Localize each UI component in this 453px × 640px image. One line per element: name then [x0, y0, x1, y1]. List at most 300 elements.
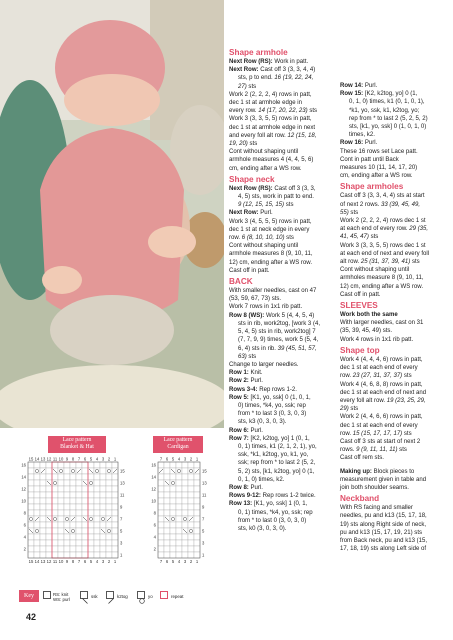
chart-cell — [82, 510, 88, 516]
instruction-line — [229, 148, 337, 156]
chart-cell — [40, 474, 46, 480]
chart-cell — [76, 486, 82, 492]
chart-cell — [58, 540, 64, 546]
instruction-line — [229, 295, 337, 303]
chart1-title-line2: Blanket & Hat — [60, 444, 94, 450]
instruction-line — [229, 58, 337, 66]
instruction-text: every foll alt row. — [340, 397, 387, 404]
row-number-right: 7 — [120, 516, 123, 522]
chart-cell — [52, 534, 58, 540]
instruction-text: *k1, yo, ssk, k1, k2tog, yo; — [349, 107, 420, 114]
instruction-text: armhole measures 8 (9, 10, 11, — [229, 251, 313, 258]
instruction-text: Work 5 (4, 4, 5, 4) — [265, 312, 315, 319]
chart-cell — [58, 510, 64, 516]
column-number-bottom: 13 — [40, 559, 46, 564]
instruction-line — [340, 201, 450, 209]
chart-cell — [40, 510, 46, 516]
instruction-text: 12 (15, 18, — [287, 132, 317, 139]
chart-cell — [34, 504, 40, 510]
chart-cell — [182, 516, 188, 522]
chart-cell — [28, 546, 34, 552]
row-number-left: 8 — [153, 510, 156, 516]
chart-cell — [158, 510, 164, 516]
chart-cell — [58, 504, 64, 510]
instruction-text: [K1, yo, ssk] 0 (1, 0, 1, — [250, 394, 311, 401]
instruction-line — [340, 274, 450, 282]
chart-cell — [58, 552, 64, 558]
chart-cell — [106, 522, 112, 528]
chart-cell — [46, 486, 52, 492]
instruction-text: alt row. — [340, 259, 361, 266]
chart-cell — [182, 498, 188, 504]
instruction-text: 33 (39, 45, 49, — [381, 201, 421, 208]
chart-cell — [94, 540, 100, 546]
chart-cell — [40, 498, 46, 504]
instruction-line — [229, 132, 337, 140]
chart-cell — [106, 510, 112, 516]
chart-cell — [88, 534, 94, 540]
chart-cell — [76, 510, 82, 516]
chart-cell — [76, 522, 82, 528]
row-number-right: 3 — [120, 540, 123, 546]
instruction-text: from * to last 0 (3, 0, 3, 0) — [238, 517, 307, 524]
chart-cell — [88, 528, 94, 534]
chart-cell — [100, 516, 106, 522]
chart-cell — [28, 486, 34, 492]
instruction-text: 0, 1, 0) times, k1 (0, 1, 0, 1), — [349, 99, 425, 106]
key-repeat: repeat — [171, 594, 184, 599]
instruction-text: Row 2: — [229, 378, 251, 385]
instruction-text: Work 4 (4, 4, 4, 6) rows in patt, — [340, 356, 423, 363]
chart-cell — [188, 546, 194, 552]
column-number-bottom: 2 — [107, 559, 111, 564]
instruction-line — [229, 336, 337, 344]
instruction-line — [340, 537, 450, 545]
instruction-line — [340, 504, 450, 512]
chart-cell — [34, 468, 40, 474]
instruction-text: rows. — [340, 447, 357, 454]
instruction-line — [229, 250, 337, 258]
instruction-line — [340, 405, 450, 413]
chart-cell — [106, 504, 112, 510]
chart-cell — [28, 510, 34, 516]
column-number-top: 2 — [107, 456, 111, 462]
chart-cell — [28, 522, 34, 528]
row-number-left: 6 — [23, 522, 26, 528]
instruction-text: Work 3 (3, 3, 5, 5) rows in patt, — [229, 116, 312, 123]
chart-cell — [112, 534, 118, 540]
instruction-text: 29 (35, — [409, 226, 429, 233]
chart-cell — [70, 546, 76, 552]
instruction-text: dec 1 st at neck edge in every — [229, 226, 310, 233]
instruction-line — [340, 233, 450, 241]
chart-cell — [88, 510, 94, 516]
chart-cell — [58, 516, 64, 522]
chart-cell — [188, 474, 194, 480]
chart-cell — [52, 498, 58, 504]
instruction-text: every row. — [229, 108, 259, 115]
chart-cell — [158, 528, 164, 534]
chart-cell — [112, 516, 118, 522]
chart-cell — [34, 474, 40, 480]
chart-cell — [28, 504, 34, 510]
instruction-text: Work 4 (4, 6, 8, 8) rows in patt, — [340, 381, 423, 388]
chart-cell — [194, 480, 200, 486]
instruction-text: Row 5: — [229, 394, 251, 401]
instruction-line — [340, 438, 450, 446]
chart-cell — [88, 540, 94, 546]
chart-cell — [100, 534, 106, 540]
instruction-text: Row 15: — [340, 91, 365, 98]
column-number-top: 9 — [65, 456, 69, 462]
instruction-text: dec 1 st at each end of every — [340, 422, 418, 429]
chart-cell — [182, 510, 188, 516]
chart-cell — [34, 546, 40, 552]
chart-cell — [52, 540, 58, 546]
chart-cell — [58, 528, 64, 534]
instruction-line — [340, 372, 450, 380]
chart-cell — [94, 462, 100, 468]
chart-cell — [188, 510, 194, 516]
instruction-line — [229, 394, 337, 402]
instruction-line — [340, 413, 450, 421]
instruction-text: 5, 4, 5) sts in rib, work2tog] 7 — [238, 329, 316, 336]
instruction-line — [340, 381, 450, 389]
instruction-text: sts — [348, 406, 359, 413]
chart-cell — [188, 492, 194, 498]
chart-cell — [88, 546, 94, 552]
instructions-column-2 — [340, 82, 450, 553]
instruction-line — [229, 353, 337, 361]
chart-cell — [106, 486, 112, 492]
chart-cell — [34, 492, 40, 498]
column-number-bottom: 4 — [177, 559, 181, 564]
chart-cell — [76, 552, 82, 558]
chart-cell — [76, 528, 82, 534]
chart-cell — [94, 522, 100, 528]
instruction-line — [229, 140, 337, 148]
chart-cell — [46, 492, 52, 498]
chart-cell — [46, 540, 52, 546]
chart-cell — [176, 540, 182, 546]
chart-cell — [176, 504, 182, 510]
chart-cell — [58, 498, 64, 504]
chart-cell — [164, 504, 170, 510]
instruction-text: Row 14: — [340, 83, 365, 89]
chart-cell — [176, 552, 182, 558]
chart-cell — [52, 546, 58, 552]
instruction-text: 17, 18, 19) sts along Left side of — [340, 546, 427, 553]
chart-cell — [194, 510, 200, 516]
instruction-text: Row 1: — [229, 370, 251, 377]
instruction-text: Work 7 rows in 1x1 rib patt. — [229, 304, 303, 311]
chart-cell — [194, 486, 200, 492]
instruction-line — [229, 218, 337, 226]
row-number-right: 15 — [120, 468, 125, 474]
instruction-text: Making up: — [340, 468, 374, 475]
column-number-bottom: 10 — [58, 559, 64, 564]
chart-cell — [176, 546, 182, 552]
instruction-text: Work 2 (4, 4, 6, 6) rows in patt, — [340, 414, 423, 421]
chart-cell — [82, 540, 88, 546]
chart-cell — [40, 534, 46, 540]
chart-cell — [188, 462, 194, 468]
chart-cell — [52, 516, 58, 522]
instruction-line — [229, 74, 337, 82]
row-number-left: 2 — [153, 546, 156, 552]
chart-cell — [28, 462, 34, 468]
instruction-line — [340, 319, 450, 327]
chart-cell — [100, 510, 106, 516]
row-number-left: 8 — [23, 510, 26, 516]
section-heading: BACK — [229, 277, 253, 287]
instruction-text: Work 2 (2, 2, 2, 4) rows dec 1 st — [340, 218, 426, 225]
instruction-text: Next Row (RS): — [229, 185, 275, 192]
chart-cell — [112, 504, 118, 510]
column-number-bottom: 7 — [77, 559, 81, 564]
column-number-bottom: 6 — [83, 559, 87, 564]
instruction-text: Purl. — [250, 484, 263, 491]
chart-cell — [70, 510, 76, 516]
chart-cell — [106, 462, 112, 468]
instruction-text: dec 1 st at armhole edge in next — [229, 124, 316, 131]
repeat-symbol — [160, 591, 168, 599]
instruction-line — [229, 525, 337, 533]
instruction-line — [340, 364, 450, 372]
chart-cell — [94, 504, 100, 510]
instruction-text: measures 10 (11, 14, 17, 20) — [340, 165, 418, 172]
instruction-text: Cast off 3 sts at start of next 2 — [340, 438, 421, 445]
chart-cell — [176, 492, 182, 498]
instruction-line — [340, 148, 450, 156]
instruction-text: sts — [402, 373, 412, 380]
instruction-text: 27) — [238, 83, 249, 90]
row-number-right: 9 — [202, 504, 205, 510]
column-number-top: 1 — [113, 456, 117, 462]
chart-cell — [194, 492, 200, 498]
instruction-text: 41, 45, 47) — [340, 234, 369, 241]
chart-cell — [58, 468, 64, 474]
instruction-line — [340, 422, 450, 430]
chart-cell — [164, 498, 170, 504]
key-k2tog: k2tog — [117, 594, 128, 599]
chart-cell — [112, 546, 118, 552]
chart-cell — [82, 468, 88, 474]
column-number-bottom: 14 — [34, 559, 40, 564]
k2tog-symbol — [106, 591, 114, 599]
column-number-top: 15 — [28, 456, 34, 462]
instruction-line — [340, 164, 450, 172]
instruction-text: Row 16: — [340, 140, 365, 147]
chart-cell — [94, 492, 100, 498]
chart-cell — [70, 540, 76, 546]
instruction-text: ssk, *k1, k2tog, yo, k1, yo, — [238, 452, 309, 459]
chart-cell — [34, 480, 40, 486]
chart-cell — [94, 474, 100, 480]
chart-cell — [40, 462, 46, 468]
row-number-right: 13 — [202, 480, 207, 486]
chart-cell — [64, 486, 70, 492]
chart-cell — [76, 540, 82, 546]
column-number-top: 7 — [159, 456, 163, 462]
chart-cell — [94, 510, 100, 516]
instruction-text: sts, [k1, yo, ssk] 0 (1, 0, 1, 0) — [349, 124, 427, 131]
instruction-text: 15 (15, 17, 17, 17) — [352, 430, 403, 437]
column-number-top: 2 — [189, 456, 193, 462]
chart-cell — [176, 498, 182, 504]
instruction-text: 14 (17, 20, 22, 23) — [258, 108, 308, 115]
chart2-title — [153, 436, 203, 453]
chart-cell — [100, 498, 106, 504]
chart-cell — [94, 480, 100, 486]
row-number-left: 10 — [21, 498, 26, 504]
chart-cell — [112, 522, 118, 528]
instruction-line — [229, 476, 337, 484]
instruction-line — [229, 107, 337, 115]
chart-cell — [170, 510, 176, 516]
chart-cell — [76, 492, 82, 498]
instruction-text: cm, ending after a WS row. — [340, 173, 413, 180]
chart-cell — [170, 462, 176, 468]
row-number-left: 16 — [151, 462, 156, 468]
instruction-line — [340, 291, 450, 299]
instruction-line — [229, 115, 337, 123]
chart-cell — [194, 540, 200, 546]
instruction-line — [340, 521, 450, 529]
chart-cell — [94, 552, 100, 558]
instruction-text: 39 (45, 51, 57, — [277, 345, 317, 352]
instruction-line — [340, 172, 450, 180]
instruction-text: [K2, k2tog, yo] 0 (1, — [364, 91, 418, 98]
chart-cell — [40, 516, 46, 522]
chart-cell — [182, 486, 188, 492]
instruction-text: Cast off rem sts. — [340, 455, 384, 462]
chart-cell — [34, 534, 40, 540]
column-number-top: 3 — [101, 456, 105, 462]
chart-cell — [158, 474, 164, 480]
chart-cell — [100, 480, 106, 486]
instruction-line — [229, 156, 337, 164]
instruction-text: Purl. — [250, 427, 263, 434]
instruction-text: 23 (27, 31, 37, 37) — [352, 373, 403, 380]
chart-cell — [182, 474, 188, 480]
chart-cell — [188, 534, 194, 540]
chart-cell — [112, 480, 118, 486]
column-number-bottom: 3 — [183, 559, 187, 564]
chart-cell — [170, 552, 176, 558]
instruction-line — [229, 451, 337, 459]
chart-cell — [100, 486, 106, 492]
instruction-line — [340, 512, 450, 520]
chart-cell — [40, 546, 46, 552]
instruction-text: measurement given in table and — [340, 476, 427, 483]
instruction-line — [229, 402, 337, 410]
instruction-text: 12) cm, ending after a WS row. — [229, 259, 313, 266]
chart-cell — [70, 492, 76, 498]
chart-cell — [164, 492, 170, 498]
chart-cell — [64, 492, 70, 498]
instruction-line — [229, 201, 337, 209]
instruction-text: Rep rows 1-2. — [259, 386, 297, 393]
chart-cell — [164, 468, 170, 474]
row-number-left: 6 — [153, 522, 156, 528]
instruction-line — [229, 369, 337, 377]
column-number-bottom: 6 — [165, 559, 169, 564]
chart-cell — [194, 462, 200, 468]
chart-cell — [58, 492, 64, 498]
chart-cell — [82, 552, 88, 558]
chart-cell — [88, 486, 94, 492]
instruction-text: cm, ending after a WS row. — [229, 165, 302, 172]
instruction-line — [229, 361, 337, 369]
baby-photo — [0, 0, 224, 428]
row-number-right: 11 — [120, 492, 125, 498]
chart-cell — [64, 522, 70, 528]
instruction-text: 12) cm, ending after a WS row. — [340, 283, 424, 290]
chart-cell — [46, 528, 52, 534]
instruction-text: Cast off in patt. — [229, 267, 270, 274]
chart-cell — [34, 486, 40, 492]
instruction-text: armhole measures 4 (4, 4, 5, 6) — [229, 157, 314, 164]
chart-cell — [34, 498, 40, 504]
chart-cell — [64, 504, 70, 510]
chart-cell — [82, 546, 88, 552]
chart-cell — [100, 462, 106, 468]
instruction-text: Cast off 3 (3, 3, — [274, 185, 316, 192]
instruction-line — [340, 217, 450, 225]
instruction-line — [229, 345, 337, 353]
chart-cell — [64, 540, 70, 546]
instruction-text: dec 1 st at each end of next and — [340, 389, 427, 396]
chart-cell — [188, 498, 194, 504]
chart-cell — [40, 504, 46, 510]
column-number-bottom: 7 — [159, 559, 163, 564]
chart-cell — [70, 504, 76, 510]
chart-cell — [100, 540, 106, 546]
instruction-text: Change to larger needles. — [229, 361, 299, 368]
column-number-top: 3 — [183, 456, 187, 462]
chart-cell — [52, 528, 58, 534]
chart-cell — [34, 540, 40, 546]
chart-cell — [76, 474, 82, 480]
page-number: 42 — [26, 612, 37, 622]
chart-cell — [94, 486, 100, 492]
instruction-line — [229, 500, 337, 508]
instruction-line — [340, 283, 450, 291]
chart-cell — [194, 552, 200, 558]
instruction-text: 19) sts along Right side of neck, — [340, 521, 427, 528]
chart-cell — [182, 492, 188, 498]
chart-cell — [176, 528, 182, 534]
instruction-text: These 16 rows set Lace patt. — [340, 148, 418, 155]
column-number-bottom: 4 — [95, 559, 99, 564]
column-number-top: 6 — [165, 456, 169, 462]
chart-cell — [112, 492, 118, 498]
chart-cell — [46, 510, 52, 516]
instruction-line — [229, 185, 337, 193]
chart-cell — [28, 480, 34, 486]
instruction-text: Row 8: — [229, 484, 251, 491]
chart-cell — [100, 522, 106, 528]
instruction-line — [229, 484, 337, 492]
chart-cell — [112, 486, 118, 492]
ssk-backslash-icon — [81, 597, 89, 605]
chart-cell — [70, 486, 76, 492]
chart-cell — [182, 546, 188, 552]
column-number-top: 5 — [171, 456, 175, 462]
instruction-line — [229, 259, 337, 267]
chart-cell — [64, 552, 70, 558]
